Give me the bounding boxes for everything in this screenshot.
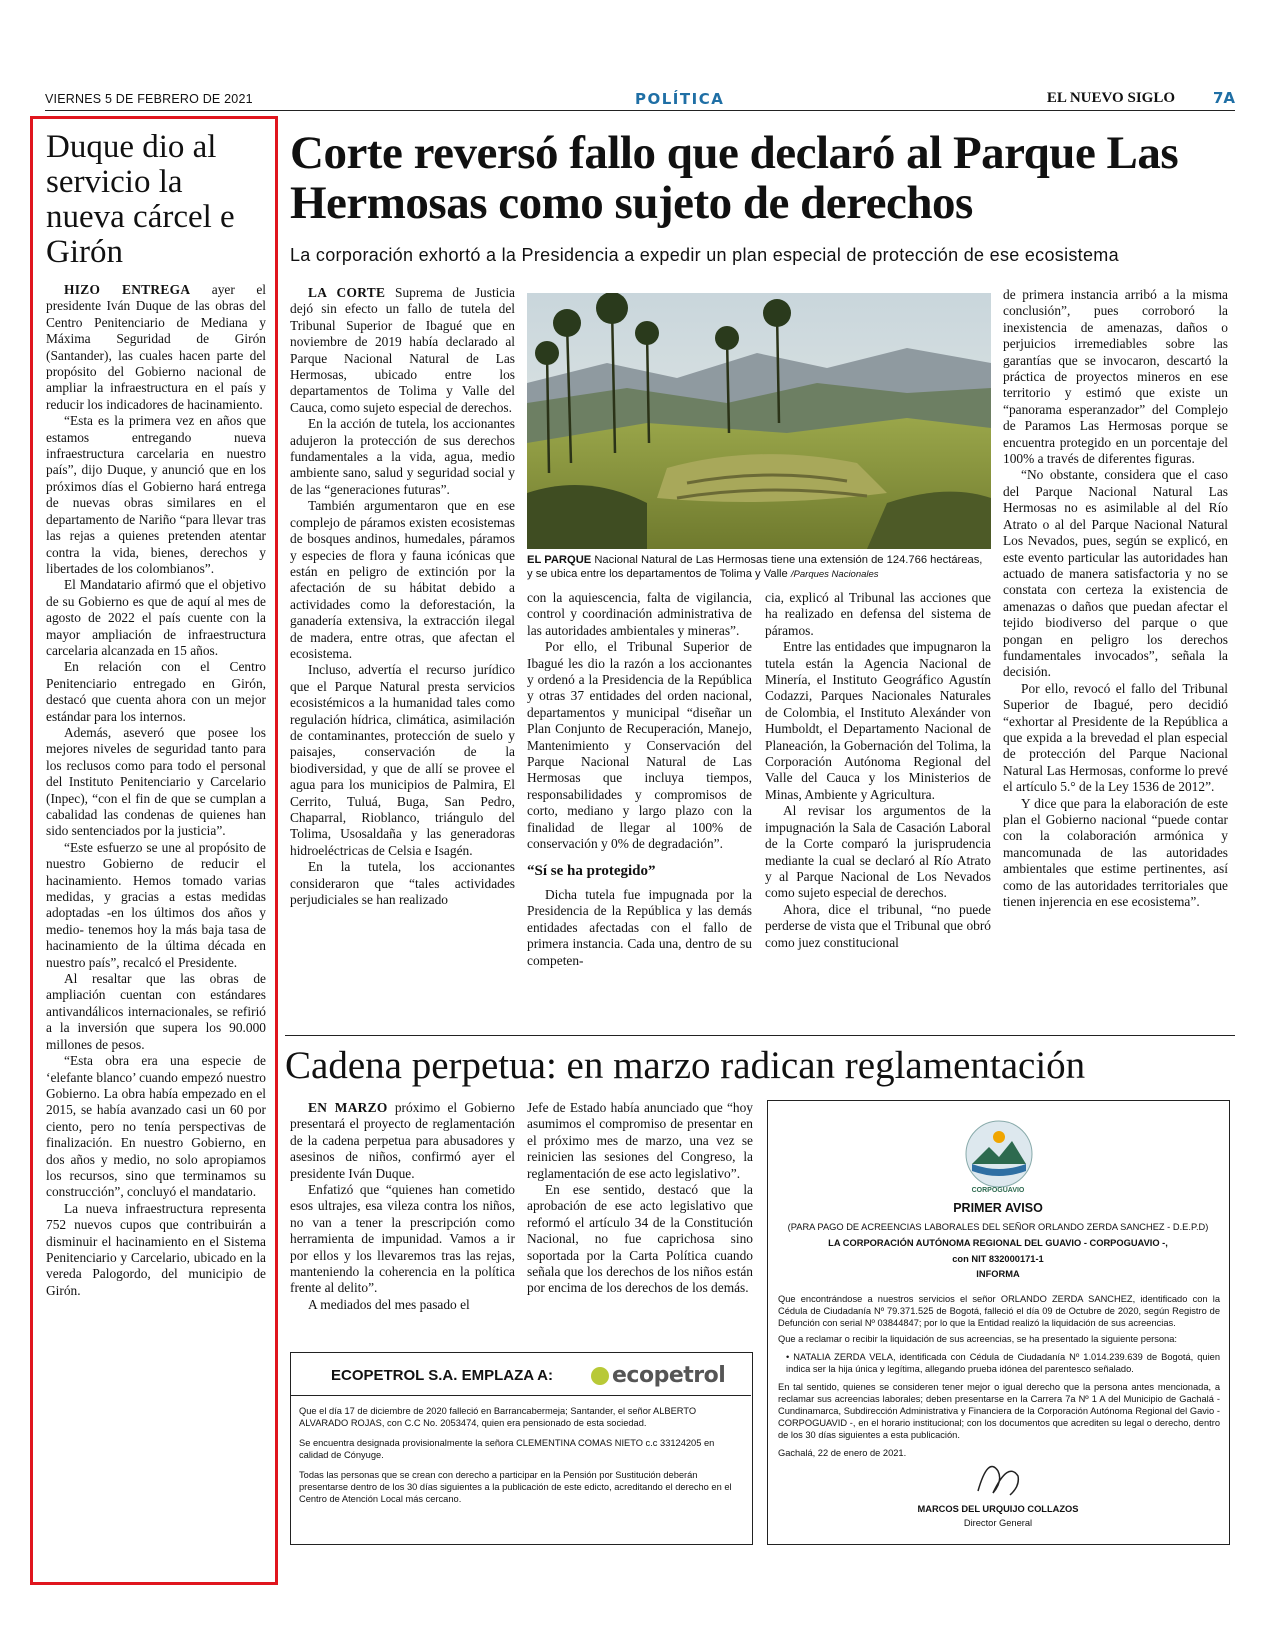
paragraph: Suprema de Justicia dejó sin efecto un fallo de tutela del Tribunal Superior de Ibagué que en noviembre de 2019 había declarado al Parque Nacional Natural de Las Hermosas, ubicado entre los departamentos de Tolima y Valle del Cauca, como sujeto especial de derechos. (290, 285, 516, 415)
park-photo (527, 293, 991, 549)
corpoguavio-logo-icon (964, 1119, 1034, 1189)
ad-paragraph: • NATALIA ZERDA VELA, identificada con Cédula de Ciudadanía Nº 1.014.239.639 de Bogotá, quien indica ser la hija única y legítima, allegando prueba idónea del parentesco señalado. (786, 1352, 1220, 1374)
ad-line: LA CORPORACIÓN AUTÓNOMA REGIONAL DEL GUAVIO - CORPOGUAVIO -, (828, 1238, 1168, 1248)
main-column-1 (290, 285, 515, 908)
ad-paragraph: Que encontrándose a nuestros servicios el señor ORLANDO ZERDA SANCHEZ, identificado con la Cédula de Ciudadanía Nº 79.371.525 de Bogotá, falleció el día 09 de Octubre de 2020, según Registro de Defunción con serial Nº 03844847; por lo que la Entidad realizó la liquidación de sus acreencias. (778, 1294, 1220, 1328)
paragraph: En relación con el Centro Penitenciario entregado en Girón, destacó que cuenta ahora con un mejor estándar para los internos. (46, 659, 266, 724)
main-column-2 (527, 590, 752, 969)
corpoguavio-signer (768, 1503, 1228, 1529)
paragraph: “Este esfuerzo se une al propósito de nuestro Gobierno de reducir el hacinamiento. Hemos tomado varias medidas, y gracias a estas medidas adoptadas -en los últimos dos años y medio- tenemos hoy la más baja tasa de hacinamiento de la última década en nuestro país”, recalcó el Presidente. (46, 839, 266, 970)
paragraph: “Esta obra era una especie de ‘elefante blanco’ cuando empezó nuestro Gobierno. La obra había empezado en el 2015, se había avanzado casi un 60 por ciento, pero no tenía perspectivas de finalización. En nuestro Gobierno, en dos años y medio, no solo apropiamos los recursos, sino que terminamos su construcción”, concluyó el mandatario. (46, 1053, 266, 1200)
main-subhead: La corporación exhortó a la Presidencia a expedir un plan especial de protección de ese ecosistema (290, 245, 1119, 265)
paragraph: cia, explicó al Tribunal las acciones que ha realizado en defensa del sistema de páramos. (765, 590, 991, 638)
paragraph: “No obstante, considera que el caso del Parque Nacional Natural Las Hermosas no es asimilable al del Río Atrato o al del Parque Nacional Natural Los Nevados, pues, según se explicó, en este evento particular las autoridades han actuado de manera satisfactoria y no se constata con certeza la existencia de amenazas o daños que puedan afectar el tejido biodiverso del parque o que pongan en peligro los derechos fundamentales invocados”, señala la decisión. (1003, 467, 1228, 680)
paragraph: Al revisar los argumentos de la impugnación la Sala de Casación Laboral de la Corte comparó la jurisprudencia mediante la cual se declaró al Río Atrato y al Parque Nacional de Los Nevados como sujeto especial de derechos. (765, 803, 991, 901)
ad-line: INFORMA (976, 1269, 1020, 1279)
sidebar-article (46, 130, 266, 1299)
issue-date: VIERNES 5 DE FEBRERO DE 2021 (45, 92, 253, 106)
section-rule (285, 1035, 1235, 1036)
paragraph: Entre las entidades que impugnaron la tutela están la Agencia Nacional de Minería, el Instituto Geográfico Agustín Codazzi, Parques Nacionales Naturales de Colombia, el Instituto Alexánder von Humboldt, el Departamento Nacional de Planeación, la Gobernación del Tolima, la Corporación Autónoma Regional del Valle del Cauca y los Ministerios de Minas, Ambiente y Agricultura. (765, 639, 991, 802)
corpoguavio-notice (767, 1100, 1230, 1545)
paragraph: Por ello, revocó el fallo del Tribunal Superior de Ibagué, pero decidió “exhortar al Presidente de la República a que expida a la brevedad el plan especial de protección del Parque Nacional Natural Las Hermosas, conforme lo prevé el artículo 5.° de la Ley 1536 de 2012”. (1003, 680, 1228, 795)
corpoguavio-body (778, 1293, 1220, 1459)
ad-paragraph: Que a reclamar o recibir la liquidación de sus acreencias, se ha presentado la siguiente persona: (778, 1334, 1177, 1344)
ecopetrol-logo (591, 1363, 725, 1388)
newspaper-brand: EL NUEVO SIGLO (1046, 90, 1175, 106)
ad-line: (PARA PAGO DE ACREENCIAS LABORALES DEL SEÑOR ORLANDO ZERDA SANCHEZ - D.E.P.D) (787, 1222, 1209, 1232)
ecopetrol-title: ECOPETROL S.A. EMPLAZA A: (331, 1367, 553, 1384)
paragraph: próximo el Gobierno presentará el proyecto de reglamentación de la cadena perpetua para abusadores y asesinos de niños, confirmó ayer el presidente Iván Duque. (290, 1100, 515, 1181)
signer-role: Director General (963, 1518, 1033, 1528)
paragraph: También argumentaron que en ese complejo de páramos existen ecosistemas de bosques andinos, humedales, páramos y especies de flora y fauna icónicas que están en peligro de extinción por la afectación de su hábitat debido a actividades como la deforestación, la ganadería extensiva, la extracción ilegal de madera, entre otras, que afectan el ecosistema. (290, 498, 515, 661)
paragraph: ayer el presidente Iván Duque de las obras del Centro Penitenciario de Mediana y Máxima Seguridad de Girón (Santander), las cuales hacen parte del propósito del Gobierno nacional de ampliar la infraestructura en el país y reducir los indicadores de hacinamiento. (46, 282, 266, 412)
paragraph: Y dice que para la elaboración de este plan el Gobierno nacional “puede contar con la colaboración armónica y mancomunada de las autoridades ambientales que estime pertinentes, así como de las autoridades territoriales que tienen injerencia en ese ecosistema”. (1003, 795, 1228, 910)
second-lead-word: EN MARZO (308, 1100, 388, 1115)
ecopetrol-body (299, 1405, 744, 1505)
corpoguavio-logo (964, 1119, 1034, 1189)
paragraph: “Esta es la primera vez en años que estamos entregando nueva infraestructura carcelaria en nuestro país”, dijo Duque, y anunció que en los próximos días el Gobierno hará entrega de nuevas obras similares en el departamento de Nariño “para llevar tras las rejas a quienes pretenden atentar contra la vida, bienes, derechos y libertades de los colombianos”. (46, 413, 266, 576)
paragraph: Además, aseveró que posee los mejores niveles de seguridad tanto para los reclusos como para todo el personal del Instituto Penitenciario y Carcelario (Inpec), “con el fin de que se cumplan a cabalidad las condenas de quienes han sido sentenciados por la justicia”. (46, 724, 266, 839)
paragraph: La nueva infraestructura representa 752 nuevos cupos que contribuirán a disminuir el hacinamiento en el Sistema Penitenciario y Carcelario, ubicado en la vereda Palogordo, del municipio de Girón. (46, 1200, 266, 1298)
ad-paragraph: Todas las personas que se crean con derecho a participar en la Pensión por Sustitución deberán presentarse dentro de los 30 días siguientes a la publicación de este edicto, acreditando el derecho en el Centro de Atención Local más cercano. (299, 1470, 732, 1504)
page-number: 7A (1212, 89, 1235, 107)
paragraph: Dicha tutela fue impugnada por la Presidencia de la República y las demás entidades afectadas con el fallo de primera instancia. Cada una, dentro de su competen- (527, 886, 752, 968)
ecopetrol-logo-text: ecopetrol (612, 1363, 726, 1388)
photo-caption (527, 553, 991, 582)
sidebar-lead-word: HIZO ENTREGA (64, 282, 191, 297)
ad-paragraph: Se encuentra designada provisionalmente la señora CLEMENTINA COMAS NIETO c.c 33124205 en calidad de Cónyuge. (299, 1438, 715, 1460)
corpoguavio-logo-text: CORPOGUAVIO (971, 1187, 1025, 1194)
paragraph: de primera instancia arribó a la misma conclusión”, pues corroboró la inexistencia de amenazas, daños o perjuicios irremediables sobre las garantías que se invocaron, descartó la práctica de proyectos mineros en ese territorio y estimó que existe un “panorama esperanzador” del Complejo de Paramos Las Hermosas porque se encuentra protegido en un porcentaje del 100% a través de diferentes figuras. (1003, 287, 1228, 467)
main-lead-word: LA CORTE (308, 285, 386, 300)
signature (948, 1451, 1048, 1501)
section-name: POLÍTICA (635, 90, 725, 108)
park-landscape-image (527, 293, 991, 549)
ad-paragraph: En tal sentido, quienes se consideren tener mejor o igual derecho que la persona antes mencionada, a reclamar sus acreencias laborales; deben presentarse en la Carrera 7a Nº 1 A del Municipio de Gachalá - Cundinamarca, Subdirección Administrativa y Financiera de la Corporación Autónoma Regional del Gavio - CORPOGUAVID -, en el horario institucional; con los documentos que acrediten su legal o derecho, dentro de los 30 días siguientes a esta publicación. (778, 1382, 1220, 1440)
paragraph: A mediados del mes pasado el (308, 1296, 470, 1312)
header-rule (45, 110, 1235, 111)
signature-image (948, 1451, 1048, 1501)
main-lead-paragraph (290, 285, 515, 416)
ad-line: con NIT 832000171-1 (952, 1254, 1044, 1264)
paragraph: El Mandatario afirmó que el objetivo de su Gobierno es que de aquí al mes de agosto de 2022 el país cuente con la mayor ampliación de infraestructura carcelaria alcanzada en 15 años. (46, 577, 266, 658)
sidebar-headline: Duque dio al servicio la nueva cárcel e Girón (46, 129, 235, 270)
main-column-3 (765, 590, 991, 951)
paragraph: En ese sentido, destacó que la aprobación de ese acto legislativo que reformó el artículo 34 de la Constitución Nacional, no fue caprichosa sino soportada por la Carta Política cuando señala que los derechos de los niños están por encima de los derechos de los demás. (527, 1182, 753, 1296)
sidebar-body (46, 282, 266, 1299)
ecopetrol-notice (290, 1352, 753, 1545)
main-inline-subhead: “Sí se ha protegido” (527, 862, 656, 879)
paragraph: Por ello, el Tribunal Superior de Ibagué les dio la razón a los accionantes y ordenó a la Presidencia de la República y otras 37 entidades del orden nacional, departamentos y municipal “diseñar un Plan Conjunto de Recuperación, Manejo, Mantenimiento y Conservación del Parque Nacional Natural de Las Hermosas que incluya tiempos, responsabilidades y compromisos de corto, mediano y largo plazo con la finalidad de llegar al 100% de conservación y 0% de degradación”. (527, 639, 752, 852)
paragraph: Ahora, dice el tribunal, “no puede perderse de vista que el Tribunal que obró como juez constitucional (765, 901, 991, 950)
second-column-2 (527, 1100, 753, 1297)
paragraph: Incluso, advertía el recurso jurídico que el Parque Natural presta servicios ecosistémicos a la humanidad tales como regulación hídrica, climática, asimilación de contaminantes, protección de suelo y paisajes, conservación de la biodiversidad, y que de allí se provee el agua para los municipios de Palmira, El Cerrito, Tuluá, Buga, San Pedro, Chaparral, Rioblanco, triángulo del Tolima, Usosaldaña y las generadoras hidroeléctricas de Celsia e Isagén. (290, 662, 515, 858)
main-headline: Corte reversó fallo que declaró al Parque Las Hermosas como sujeto de derechos (290, 127, 1179, 229)
second-lead-paragraph (290, 1100, 515, 1182)
ad-paragraph: Gachalá, 22 de enero de 2021. (778, 1448, 907, 1458)
ad-paragraph: Que el día 17 de diciembre de 2020 falleció en Barrancabermeja; Santander, el señor ALBERTO ALVARADO ROJAS, con C.C No. 2053474, quien era pensionado de esta sociedad. (299, 1406, 697, 1428)
sidebar-lead-paragraph (46, 282, 266, 413)
paragraph: Al resaltar que las obras de ampliación cuentan con estándares antivandálicos internacionales, se refirió a la inversión que supera los 90.000 millones de pesos. (46, 971, 266, 1052)
paragraph: con la aquiescencia, falta de vigilancia, control y coordinación administrativa de las autoridades ambientales y mineras”. (527, 590, 752, 638)
main-column-4 (1003, 287, 1228, 910)
second-column-1 (290, 1100, 515, 1313)
photo-credit: /Parques Nacionales (790, 569, 879, 580)
signer-name: MARCOS DEL URQUIJO COLLAZOS (917, 1504, 1079, 1514)
corpoguavio-title: PRIMER AVISO (953, 1201, 1043, 1215)
corpoguavio-header-lines (768, 1221, 1228, 1280)
ecopetrol-divider (291, 1395, 751, 1396)
second-headline: Cadena perpetua: en marzo radican reglamentación (285, 1044, 1086, 1087)
paragraph: En la tutela, los accionantes consideraron que “tales actividades perjudiciales se han realizado (290, 859, 515, 908)
paragraph: Enfatizó que “quienes han cometido esos ultrajes, esa vileza contra los niños, no van a tener la prescripción como herramienta de impunidad. Vamos a ir por ellos y los llevaremos tras las rejas, manteniendo la coherencia en la política frente al delito”. (290, 1182, 515, 1296)
ecopetrol-logo-icon (591, 1367, 609, 1385)
paragraph: Jefe de Estado había anunciado que “hoy asumimos el compromiso de presentar en el próximo mes de marzo, una vez se reinicien las sesiones del Congreso, la reglamentación de ese acto legislativo”. (527, 1100, 753, 1181)
caption-lead-word: EL PARQUE (527, 554, 592, 566)
caption-text: Nacional Natural de Las Hermosas tiene una extensión de 124.766 hectáreas, y se ubica entre los departamentos de Tolima y Valle (527, 554, 983, 580)
paragraph: En la acción de tutela, los accionantes adujeron la protección de sus derechos fundamentales a la vida, agua, medio ambiente sano, salud y seguridad social y de las “generaciones futuras”. (290, 416, 515, 497)
